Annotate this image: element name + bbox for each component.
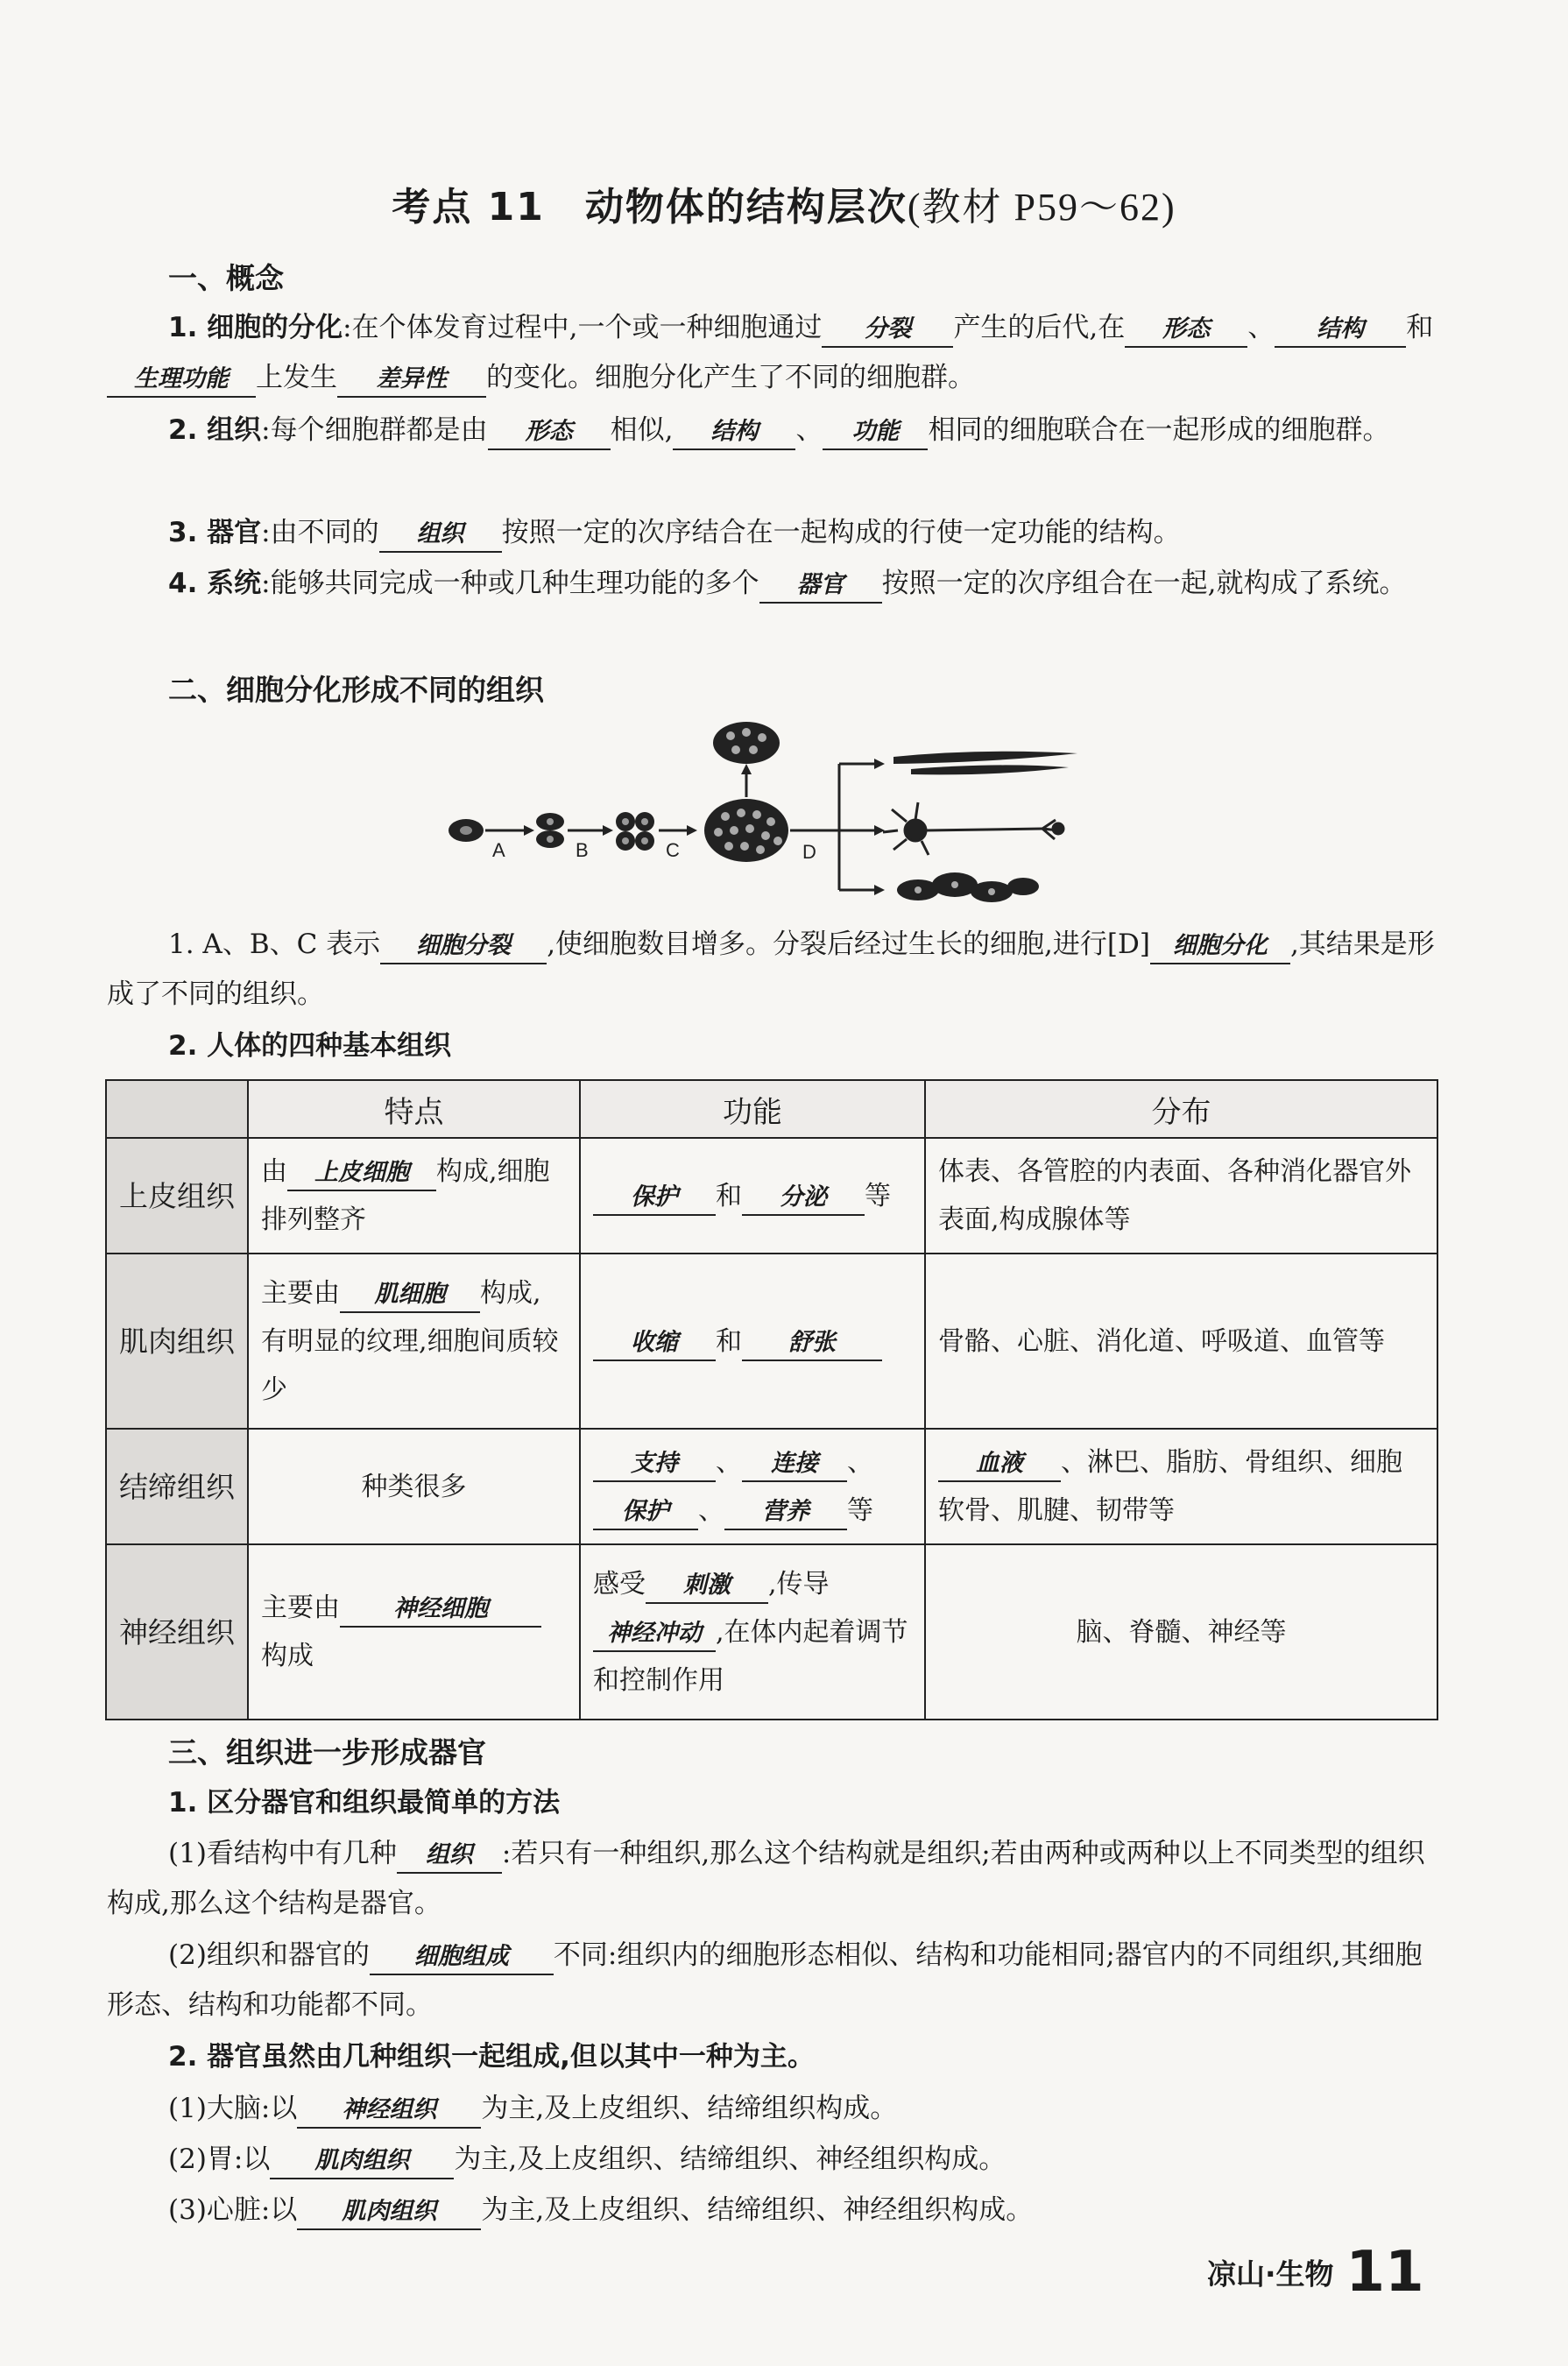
- tissue-name: 结缔组织: [106, 1429, 248, 1544]
- four-cells: [616, 812, 654, 851]
- organ-item-2: (2)组织和器官的 细胞组成 不同:组织内的细胞形态相似、结构和功能相同;器官内的不同组织,其细胞形态、结构和功能都不同。: [107, 1939, 1423, 2021]
- tissue-name: 肌肉组织: [106, 1254, 248, 1429]
- tissue-distribution: 体表、各管腔的内表面、各种消化器官外表面,构成腺体等: [925, 1138, 1437, 1254]
- footer-brand: 凉山·生物: [1207, 2257, 1334, 2292]
- answer-blank: 刺激: [646, 1569, 768, 1604]
- answer-blank: 连接: [742, 1447, 847, 1482]
- page-footer: [1207, 2240, 1424, 2305]
- answer-blank: 舒张: [742, 1326, 882, 1361]
- tissue-feature: 主要由 神经细胞 构成: [248, 1544, 580, 1720]
- answer-blank: 支持: [593, 1447, 716, 1482]
- table-header: 功能: [580, 1080, 925, 1138]
- tissue-distribution: 脑、脊髓、神经等: [925, 1544, 1437, 1720]
- table-row: [106, 1429, 1437, 1544]
- answer-blank: 收缩: [593, 1326, 716, 1361]
- epithelial-cluster: [713, 722, 780, 764]
- section-heading-concepts: 一、概念: [168, 261, 284, 295]
- cell-mass: [704, 799, 788, 862]
- table-header-row: [106, 1080, 1437, 1138]
- neuron: [883, 802, 1063, 855]
- answer-blank: 神经细胞: [340, 1593, 541, 1628]
- answer-blank: 器官: [759, 569, 882, 604]
- answer-blank: 肌肉组织: [270, 2144, 454, 2179]
- label-d: D: [802, 841, 816, 863]
- tissue-function: 收缩 和 舒张: [580, 1254, 925, 1429]
- tissue-function: 保护 和 分泌 等: [580, 1138, 925, 1254]
- answer-blank: 保护: [593, 1181, 716, 1216]
- table-header: 分布: [925, 1080, 1437, 1138]
- answer-blank: 血液: [938, 1447, 1061, 1482]
- organ-question-2: 2. 器官虽然由几种组织一起组成,但以其中一种为主。: [168, 2041, 815, 2073]
- answer-blank: 结构: [1275, 313, 1406, 348]
- label-b: B: [576, 839, 589, 861]
- cell-differentiation-diagram: [438, 718, 1104, 911]
- muscle-tissue: [893, 752, 1077, 775]
- answer-blank: 神经冲动: [593, 1617, 716, 1652]
- concept-tissue: 2. 组织:每个细胞群都是由 形态 相似, 结构 、 功能 相同的细胞联合在一起形成的细胞群。: [107, 406, 1443, 456]
- concept-organ: 3. 器官:由不同的 组织 按照一定的次序结合在一起构成的行使一定功能的结构。: [107, 508, 1443, 558]
- answer-blank: 细胞分化: [1150, 929, 1290, 964]
- answer-blank: 细胞分裂: [380, 929, 547, 964]
- organ-heart: (3)心脏:以 肌肉组织 为主,及上皮组织、结缔组织、神经组织构成。: [107, 2186, 1443, 2235]
- table-header: 特点: [248, 1080, 580, 1138]
- answer-blank: 功能: [823, 415, 928, 450]
- tissue-feature: 种类很多: [248, 1429, 580, 1544]
- answer-blank: 结构: [673, 415, 795, 450]
- diagram-question-1: 1. A、B、C 表示 细胞分裂 ,使细胞数目增多。分裂后经过生长的细胞,进行[D] 细胞分化 ,其结果是形成了不同的组织。: [107, 929, 1435, 1010]
- answer-blank: 形态: [1125, 313, 1247, 348]
- tissue-table: [105, 1079, 1438, 1720]
- organ-question-1: 1. 区分器官和组织最简单的方法: [168, 1787, 561, 1819]
- answer-blank: 保护: [593, 1495, 698, 1530]
- tissue-name: 神经组织: [106, 1544, 248, 1720]
- answer-blank: 生理功能: [107, 363, 256, 398]
- answer-blank: 组织: [379, 518, 502, 553]
- answer-blank: 神经组织: [297, 2094, 481, 2129]
- page-title: 考点 11 动物体的结构层次(教材 P59～62): [392, 185, 1176, 230]
- table-header-corner: [106, 1080, 248, 1138]
- answer-blank: 细胞组成: [370, 1940, 554, 1975]
- tissue-function: 支持 、 连接 、保护 、 营养 等: [580, 1429, 925, 1544]
- four-tissues-heading: 2. 人体的四种基本组织: [168, 1030, 452, 1062]
- two-cells: [536, 813, 564, 848]
- answer-blank: 形态: [488, 415, 611, 450]
- concept-cell-differentiation: 1. 细胞的分化:在个体发育过程中,一个或一种细胞通过 分裂 产生的后代,在 形态 、 结构 和生理功能 上发生 差异性 的变化。细胞分化产生了不同的细胞群。: [107, 303, 1443, 403]
- table-row: [106, 1544, 1437, 1720]
- answer-blank: 肌肉组织: [297, 2195, 481, 2230]
- tissue-function: 感受 刺激 ,传导神经冲动 ,在体内起着调节和控制作用: [580, 1544, 925, 1720]
- connective-tissue: [897, 872, 1039, 902]
- tissue-distribution: 血液 、淋巴、脂肪、骨组织、细胞软骨、肌腱、韧带等: [925, 1429, 1437, 1544]
- answer-blank: 组织: [397, 1839, 502, 1874]
- organ-item-1: (1)看结构中有几种 组织 :若只有一种组织,那么这个结构就是组织;若由两种或两种以上不同类型的组织构成,那么这个结构是器官。: [107, 1838, 1425, 1919]
- answer-blank: 上皮细胞: [287, 1156, 436, 1191]
- tissue-name: 上皮组织: [106, 1138, 248, 1254]
- tissue-distribution: 骨骼、心脏、消化道、呼吸道、血管等: [925, 1254, 1437, 1429]
- organ-stomach: (2)胃:以 肌肉组织 为主,及上皮组织、结缔组织、神经组织构成。: [107, 2135, 1443, 2185]
- answer-blank: 营养: [724, 1495, 847, 1530]
- table-row: [106, 1138, 1437, 1254]
- organ-brain: (1)大脑:以 神经组织 为主,及上皮组织、结缔组织构成。: [107, 2084, 1443, 2134]
- tissue-feature: 由 上皮细胞 构成,细胞排列整齐: [248, 1138, 580, 1254]
- answer-blank: 分泌: [742, 1181, 865, 1216]
- answer-blank: 差异性: [337, 363, 486, 398]
- section-heading-differentiation: 二、细胞分化形成不同的组织: [168, 673, 544, 707]
- concept-system: 4. 系统:能够共同完成一种或几种生理功能的多个 器官 按照一定的次序组合在一起,就构成了系统。: [107, 559, 1443, 609]
- answer-blank: 肌细胞: [340, 1278, 480, 1313]
- answer-blank: 分裂: [822, 313, 953, 348]
- tissue-feature: 主要由 肌细胞 构成,有明显的纹理,细胞间质较少: [248, 1254, 580, 1429]
- page-number: 11: [1346, 2240, 1424, 2305]
- label-c: C: [666, 839, 680, 861]
- section-heading-organs: 三、组织进一步形成器官: [168, 1735, 486, 1769]
- table-row: [106, 1254, 1437, 1429]
- label-a: A: [492, 839, 505, 861]
